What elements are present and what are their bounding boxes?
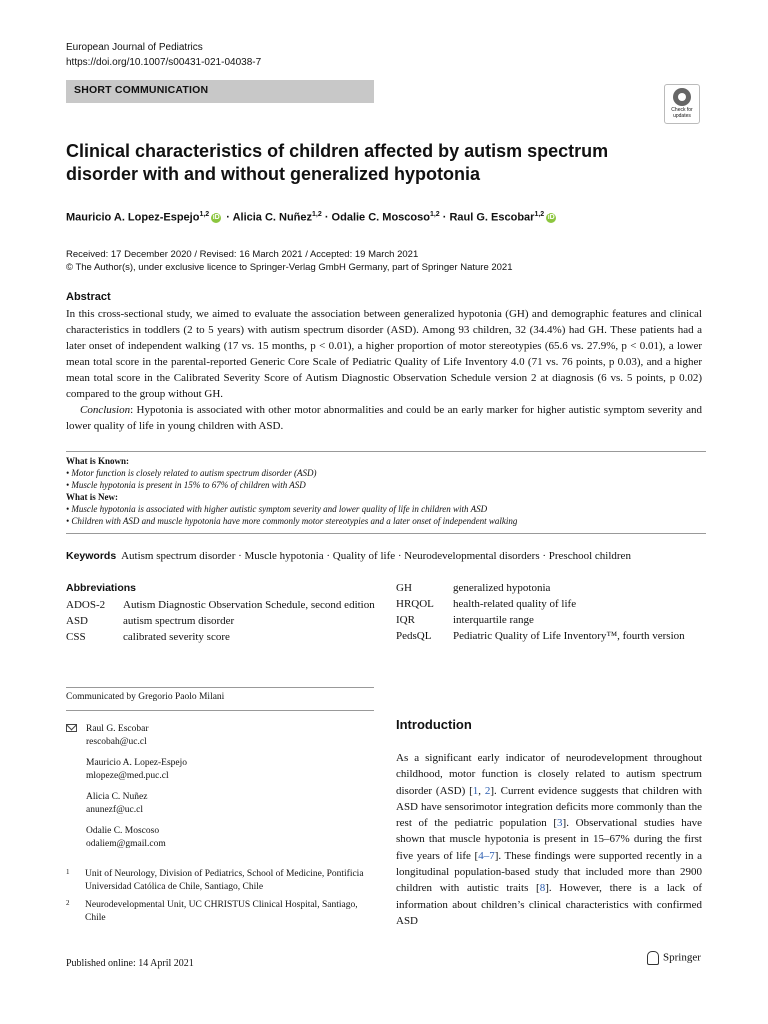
- journal-header: [66, 40, 261, 70]
- orcid-icon[interactable]: iD: [212, 213, 220, 221]
- publisher-name: Springer: [663, 951, 701, 964]
- abbr-value: Pediatric Quality of Life Inventory™, fourth version: [453, 630, 685, 642]
- intro-text: ]. These findings were supported recently in a longitudinal population-based study that included more than 2900 children with autistic traits [: [396, 849, 703, 895]
- abbreviations-left: [66, 597, 376, 645]
- abbreviation-row: [396, 580, 704, 596]
- abstract-body: [66, 306, 702, 434]
- abbr-value: generalized hypotonia: [453, 582, 551, 594]
- abbreviation-row: [66, 613, 376, 629]
- copyright-line: © The Author(s), under exclusive licence to Springer-Verlag GmbH Germany, part of Springer Nature 2021: [66, 262, 513, 273]
- affiliation-1: [66, 868, 376, 894]
- check-updates-icon: [673, 88, 691, 106]
- abbr-key: IQR: [396, 614, 415, 626]
- intro-text: ]. Observational studies have shown that muscle hypotonia is present in 15–67% during the first five years of life [: [396, 817, 702, 862]
- citation-link[interactable]: 4–7: [478, 849, 495, 862]
- check-for-updates-badge[interactable]: [664, 84, 700, 124]
- abbr-key: HRQOL: [396, 598, 434, 610]
- new-item: • Muscle hypotonia is associated with higher autistic symptom severity and lower quality of life in children with ASD: [66, 504, 488, 514]
- article-type-banner: SHORT COMMUNICATION: [66, 80, 374, 103]
- abbreviation-row: [396, 628, 704, 644]
- contact-name: Raul G. Escobar: [86, 724, 149, 734]
- abstract-heading: Abstract: [66, 291, 111, 303]
- orcid-icon[interactable]: iD: [547, 213, 555, 221]
- citation-link[interactable]: 1: [472, 784, 479, 797]
- affiliation-2: [66, 899, 376, 925]
- published-online: Published online: 14 April 2021: [66, 958, 194, 969]
- new-item: • Children with ASD and muscle hypotonia have more commonly motor stereotypies and a later onset of independent walking: [66, 516, 518, 526]
- springer-horse-icon: [647, 951, 659, 965]
- contact-email[interactable]: mlopeze@med.puc.cl: [86, 771, 169, 781]
- abbreviation-row: [66, 597, 376, 613]
- abbreviation-row: [396, 612, 704, 628]
- citation-link[interactable]: 8: [539, 882, 546, 895]
- affiliation-number: 2: [66, 899, 70, 907]
- citation-link[interactable]: 2: [484, 784, 491, 797]
- intro-text: ]. However, there is a lack of information about children’s clinical characteristics with confirmed ASD: [396, 882, 702, 927]
- contact-name: Odalie C. Moscoso: [86, 826, 160, 836]
- contact-list: [66, 723, 376, 859]
- known-heading: What is Known:: [66, 456, 130, 466]
- contact-entry: [86, 825, 376, 851]
- keywords-label: Keywords: [66, 550, 117, 562]
- author-affiliation: 1,2: [429, 211, 440, 218]
- author-name[interactable]: Alicia C. Nuñez: [232, 211, 313, 224]
- affiliation-number: 1: [66, 868, 70, 876]
- intro-text: ,: [478, 784, 485, 797]
- abbr-key: ASD: [66, 615, 89, 627]
- contact-email[interactable]: anunezf@uc.cl: [86, 805, 144, 815]
- author-name[interactable]: Raul G. Escobar: [449, 211, 535, 224]
- abbr-value: autism spectrum disorder: [123, 615, 235, 627]
- check-updates-label: Check for updates: [671, 107, 693, 119]
- contact-email[interactable]: rescobah@uc.cl: [86, 737, 147, 747]
- publisher-logo: [647, 951, 701, 965]
- contact-entry: [86, 723, 376, 749]
- abstract-paragraph: In this cross-sectional study, we aimed to evaluate the association between generalized hypotonia (GH) and demographic features and clinical characteristics in toddlers (2 to 5 years) with autism spectrum disorder (ASD). Among 93 children, 32 (34.4%) had GH. These patients had a later onset of independent walking (17 vs. 15 months, p < 0.01), a higher proportion of motor stereotypies (65.6 vs. 27.9%, p < 0.01), a lower mean total score in the parental-reported Generic Core Scale of Pediatric Quality of Life Inventory 4.0 (71 vs. 76 points, p 0.03), and a higher mean total score in the Calibrated Severity Score of Autism Diagnostic Observation Schedule version 2 at diagnosis (6 vs. 5 points, p 0.02) compared to the group without GH.: [66, 308, 702, 400]
- known-item: • Muscle hypotonia is present in 15% to 67% of children with ASD: [66, 480, 306, 490]
- contact-email[interactable]: odaliem@gmail.com: [86, 839, 166, 849]
- history-dates: Received: 17 December 2020 / Revised: 16 March 2021 / Accepted: 19 March 2021: [66, 249, 419, 260]
- abbr-key: CSS: [66, 631, 86, 643]
- author-name[interactable]: Mauricio A. Lopez-Espejo: [66, 211, 200, 224]
- abbreviation-row: [66, 629, 376, 645]
- author-name[interactable]: Odalie C. Moscoso: [331, 211, 430, 224]
- affiliation-text: Unit of Neurology, Division of Pediatrics, School of Medicine, Pontificia Universidad Católica de Chile, Santiago, Chile: [85, 869, 364, 892]
- doi-link[interactable]: https://doi.org/10.1007/s00431-021-04038-7: [66, 57, 262, 68]
- contact-entry: [86, 791, 376, 817]
- abbr-value: interquartile range: [453, 614, 534, 626]
- introduction-body: [396, 750, 702, 929]
- known-item: • Motor function is closely related to autism spectrum disorder (ASD): [66, 468, 317, 478]
- communicated-by: Communicated by Gregorio Paolo Milani: [66, 692, 225, 702]
- intro-text: ]. Current evidence suggests that children with ASD have sensorimotor integration deficits more commonly than the rest of the pediatric population [: [396, 784, 702, 830]
- author-affiliation: 1,2: [199, 211, 210, 218]
- abbr-value: calibrated severity score: [123, 631, 230, 643]
- what-is-known-box: [66, 451, 706, 534]
- article-title: Clinical characteristics of children affected by autism spectrum disorder with and without generalized hypotonia: [66, 141, 609, 184]
- author-list: Mauricio A. Lopez-Espejo$^{1,2}$ iD · Alicia C. Nuñez$^{1,2}$ · Odalie C. Moscoso$^{1,2}$ · Raul G. Escobar$^{1,2}$ iD: [66, 211, 555, 224]
- article-dates: [66, 248, 706, 274]
- conclusion-label: Conclusion: [80, 404, 131, 416]
- envelope-icon: [66, 724, 77, 732]
- author-affiliation: 1,2: [312, 211, 322, 218]
- author-affiliation: 1,2: [534, 211, 545, 218]
- divider: [66, 687, 374, 688]
- journal-name: European Journal of Pediatrics: [66, 42, 203, 53]
- abbr-key: GH: [396, 582, 412, 594]
- citation-link[interactable]: 3: [557, 817, 563, 830]
- abbr-key: ADOS-2: [66, 599, 106, 611]
- introduction-heading: Introduction: [396, 717, 472, 732]
- conclusion-text: : Hypotonia is associated with other motor abnormalities and could be an early marker for higher autistic symptom severity and lower quality of life in young children with ASD.: [66, 404, 702, 432]
- keywords-text: Autism spectrum disorder · Muscle hypotonia · Quality of life · Neurodevelopmental disorders · Preschool children: [121, 550, 631, 562]
- contact-entry: [86, 757, 376, 783]
- abbr-value: health-related quality of life: [453, 598, 577, 610]
- abbreviations-heading: Abbreviations: [66, 582, 137, 594]
- intro-text: As a significant early indicator of neurodevelopment throughout childhood, motor function is closely related to autism spectrum disorder (ASD) [: [396, 752, 702, 797]
- abbreviation-row: [396, 596, 704, 612]
- contact-name: Mauricio A. Lopez-Espejo: [86, 758, 188, 768]
- divider: [66, 710, 374, 711]
- abbr-value: Autism Diagnostic Observation Schedule, second edition: [123, 599, 375, 611]
- keywords: [66, 549, 706, 563]
- contact-name: Alicia C. Nuñez: [86, 792, 148, 802]
- abbr-key: PedsQL: [396, 630, 432, 642]
- abbreviations-right: [396, 580, 704, 644]
- affiliation-text: Neurodevelopmental Unit, UC CHRISTUS Clinical Hospital, Santiago, Chile: [85, 900, 358, 923]
- abstract-conclusion: [66, 402, 702, 434]
- new-heading: What is New:: [66, 492, 118, 502]
